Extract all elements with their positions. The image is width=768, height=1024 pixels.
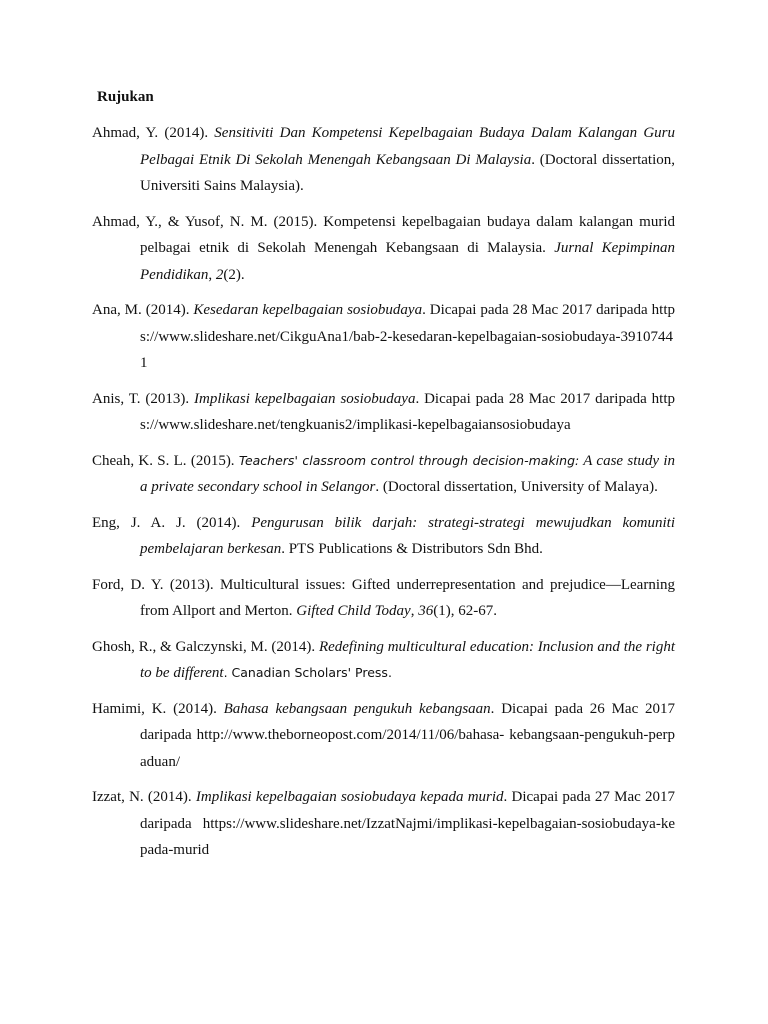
ref-accessed: . Dicapai pada 28 Mac 2017 daripada [422, 302, 652, 318]
ref-url: https://www.slideshare.net/IzzatNajmi/implikasi-kepelbagaian-sosiobudaya-kepada-murid [140, 815, 675, 858]
ref-url: http://www.theborneopost.com/2014/11/06/bahasa- kebangsaan-pengukuh-perpaduan/ [140, 727, 675, 770]
ref-author: Ford, D. Y. (2013). [92, 576, 220, 593]
ref-accessed: . Dicapai pada 27 Mac 2017 daripada [140, 789, 675, 832]
ref-author: Ana, M. (2014). [92, 302, 194, 318]
ref-journal: Jurnal Kepimpinan Pendidikan [140, 240, 675, 283]
ref-volume: 36 [418, 603, 434, 619]
ref-separator: , [208, 266, 216, 283]
references-heading: Rujukan [97, 89, 154, 105]
reference-eng-2014 [92, 510, 675, 563]
reference-list [92, 120, 675, 873]
ref-journal: Gifted Child Today [296, 603, 411, 619]
reference-ana-2014 [92, 297, 675, 377]
ref-title: Pengurusan bilik darjah: strategi-strategi mewujudkan komuniti pembelajaran berkesan [140, 514, 675, 557]
reference-hamimi-2014 [92, 696, 675, 776]
ref-issue: (1), 62-67. [433, 603, 497, 619]
ref-publisher: . PTS Publications & Distributors Sdn Bhd. [281, 541, 543, 557]
ref-title-part: Teachers' classroom control through decision-making: [238, 452, 580, 468]
reference-izzat-2014 [92, 784, 675, 864]
ref-author: Ahmad, Y. (2014). [92, 125, 215, 141]
reference-cheah-2015 [92, 448, 675, 501]
ref-title: Implikasi kepelbagaian sosiobudaya [194, 390, 416, 407]
reference-ford-2013 [92, 572, 675, 625]
reference-ahmad-2014 [92, 120, 675, 200]
ref-author: Eng, J. A. J. (2014). [92, 514, 252, 531]
ref-url: https://www.slideshare.net/tengkuanis2/implikasi-kepelbagaiansosiobudaya [140, 390, 676, 433]
reference-ghosh-2014 [92, 634, 675, 687]
reference-ahmad-yusof-2015 [92, 209, 675, 289]
ref-title: Sensitiviti Dan Kompetensi Kepelbagaian Budaya Dalam Kalangan Guru Pelbagai Etnik Di Sekolah Menengah Kebangsaan Di Malaysia [140, 125, 675, 168]
ref-author: Hamimi, K. (2014). [92, 700, 224, 717]
ref-title: Implikasi kepelbagaian sosiobudaya kepada murid [195, 789, 504, 805]
ref-author: Ghosh, R., & Galczynski, M. (2014). [92, 638, 319, 655]
ref-author: Ahmad, Y., & Yusof, N. M. (2015). [92, 213, 324, 230]
ref-publisher: . Canadian Scholars' Press. [223, 665, 392, 680]
ref-author: Cheah, K. S. L. (2015). [92, 452, 239, 469]
ref-url: https://www.slideshare.net/CikguAna1/bab-2-kesedaran-kepelbagaian-sosiobudaya-39107441 [140, 302, 675, 371]
ref-article-title: Multicultural issues: Gifted underrepresentation and prejudice—Learning from Allport and Merton. [140, 576, 675, 619]
ref-publication: . (Doctoral dissertation, University of Malaya). [375, 479, 658, 495]
ref-accessed: . Dicapai pada 28 Mac 2017 daripada [415, 390, 652, 407]
ref-article-title: Kompetensi kepelbagaian budaya dalam kalangan murid pelbagai etnik di Sekolah Menengah Kebangsaan di Malaysia. [140, 213, 675, 256]
ref-volume: 2 [215, 266, 224, 283]
ref-accessed: . Dicapai pada 26 Mac 2017 daripada [140, 700, 676, 743]
ref-author: Anis, T. (2013). [92, 390, 195, 407]
ref-title: Redefining multicultural education: Inclusion and the right to be different [140, 638, 675, 681]
ref-author: Izzat, N. (2014). [92, 789, 196, 805]
ref-title: A case study in a private secondary school in Selangor [140, 452, 675, 495]
reference-anis-2013 [92, 386, 675, 439]
ref-title: Bahasa kebangsaan pengukuh kebangsaan [223, 700, 491, 717]
ref-issue: (2). [223, 266, 245, 283]
ref-title: Kesedaran kepelbagaian sosiobudaya [193, 302, 423, 318]
ref-publication: . (Doctoral dissertation, Universiti Sains Malaysia). [140, 151, 675, 194]
ref-separator: , [410, 603, 419, 619]
